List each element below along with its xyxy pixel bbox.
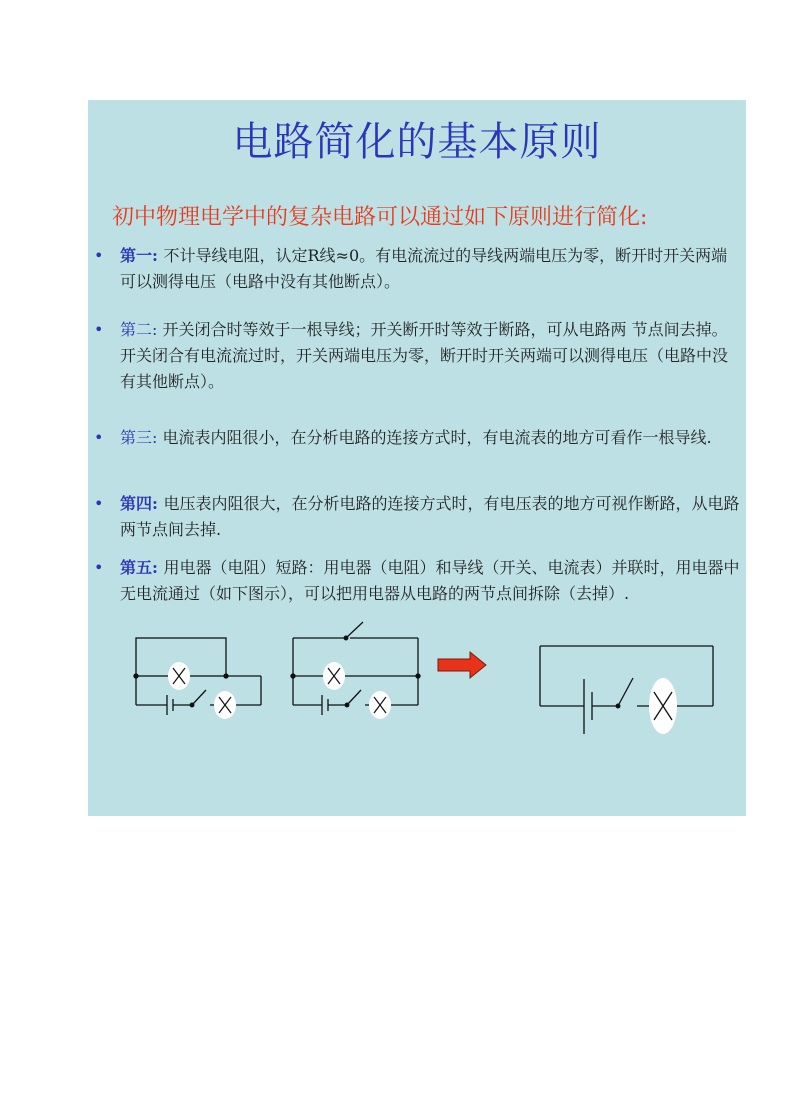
rule-label: 第三 — [120, 428, 153, 447]
rule-text: 用电器（电阻）短路：用电器（电阻）和导线（开关、电流表）并联时，用电器中无电流通过（如下图示），可以把用电器从电路的两节点间拆除（去掉）. — [120, 558, 740, 603]
rule-text: 电压表内阻很大，在分析电路的连接方式时，有电压表的地方可视作断路，从电路两节点间去掉. — [120, 494, 740, 539]
rule-separator: : — [152, 246, 164, 265]
bulb-icon — [214, 691, 236, 719]
circuit-diagrams — [88, 100, 746, 816]
rule-separator: : — [152, 494, 164, 513]
bulb-icon — [323, 662, 345, 690]
rule-separator: : — [152, 320, 163, 339]
rule-text: 开关闭合时等效于一根导线；开关断开时等效于断路，可从电路两 节点间去掉。开关闭合有电流流过时，开关两端电压为零，断开时开关两端可以测得电压（电路中没有其他断点）。 — [120, 320, 729, 391]
bullet-icon: • — [94, 558, 104, 577]
rule-text: 电流表内阻很小，在分析电路的连接方式时，有电流表的地方可看作一根导线. — [162, 428, 712, 447]
subtitle: 初中物理电学中的复杂电路可以通过如下原则进行简化: — [112, 205, 648, 230]
circuit-with-switch — [291, 622, 420, 715]
bulb-icon — [649, 678, 677, 734]
rule-text: 不计导线电阻，认定R线≈0。有电流流过的导线两端电压为零，断开时开关两端可以测得电压（电路中没有其他断点）。 — [120, 246, 728, 291]
bulb-icon — [168, 662, 190, 690]
circuit-simplified — [540, 646, 713, 734]
circuit-original — [134, 638, 261, 715]
bullet-icon: • — [94, 428, 104, 447]
bullet-icon: • — [94, 246, 104, 265]
bulb-icon — [369, 691, 391, 719]
rule-label: 第二 — [120, 320, 153, 339]
page-title: 电路简化的基本原则 — [232, 119, 602, 165]
rule-label: 第一 — [120, 246, 153, 265]
rule-label: 第四 — [120, 494, 153, 513]
rule-separator: : — [152, 558, 164, 577]
bullet-icon: • — [94, 494, 104, 513]
rule-separator: : — [152, 428, 163, 447]
bullet-icon: • — [94, 320, 104, 339]
slide — [88, 100, 746, 816]
rule-label: 第五 — [120, 558, 153, 577]
right-arrow-icon — [438, 652, 486, 678]
